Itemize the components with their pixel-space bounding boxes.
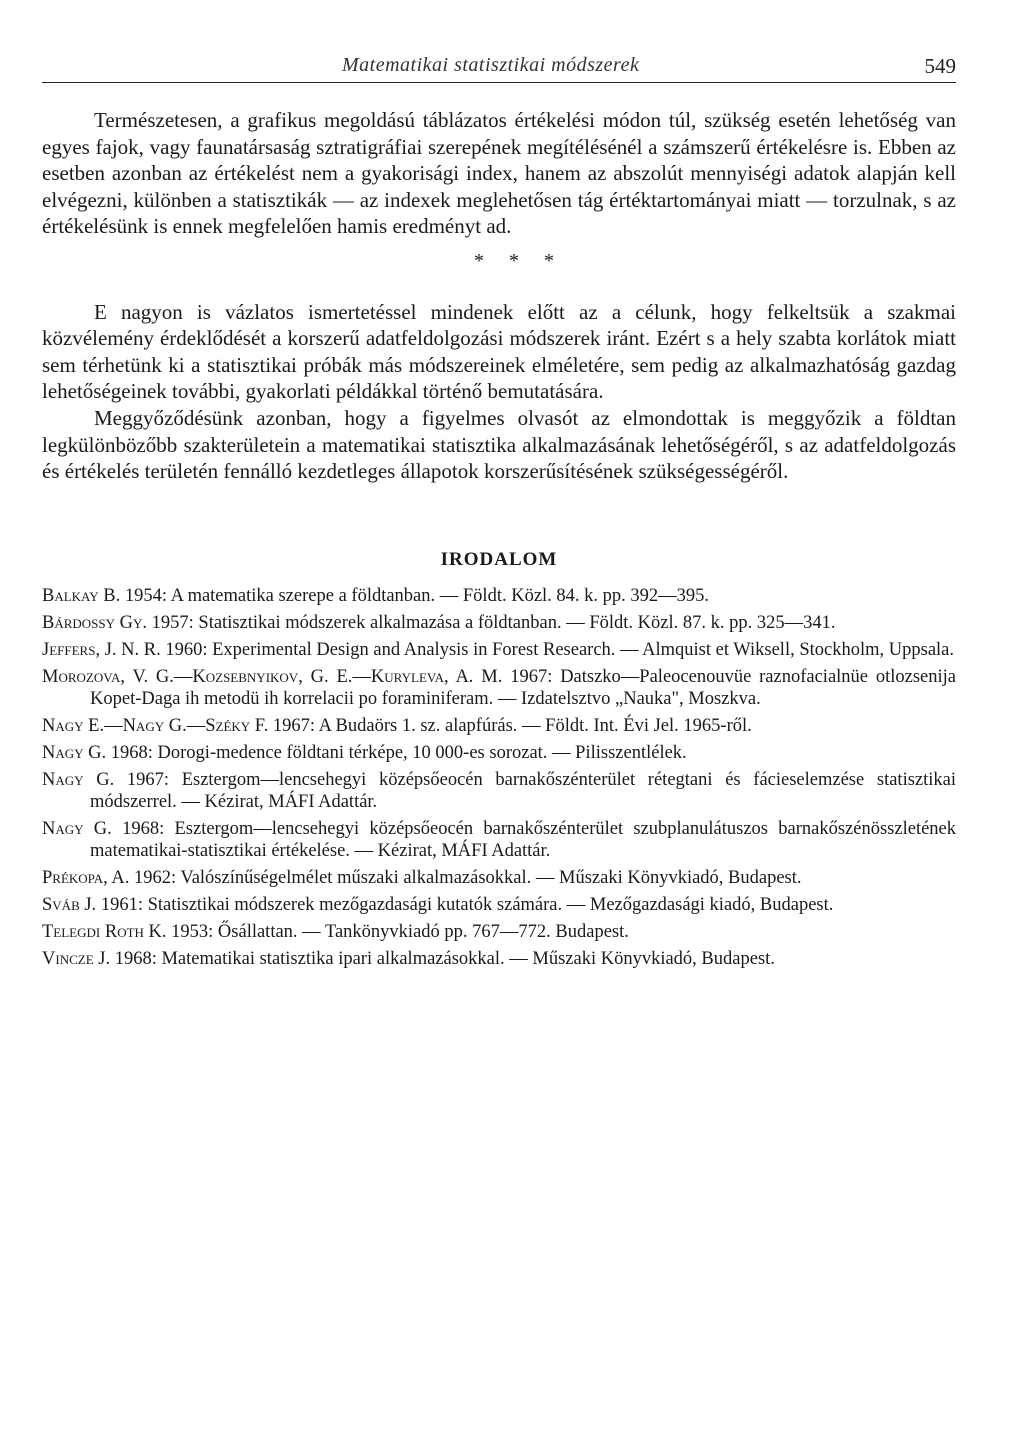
- reference-text: 1957: Statisztikai módszerek alkalmazása a földtanban. — Földt. Közl. 87. k. pp. 325—341.: [147, 612, 836, 633]
- reference-text: 1968: Dorogi-medence földtani térképe, 10 000-es sorozat. — Pilisszentlélek.: [106, 742, 687, 763]
- reference-author: Balkay B.: [42, 585, 121, 606]
- page-number: 549: [924, 54, 956, 78]
- reference-text: 1967: A Budaörs 1. sz. alapfúrás. — Földt. Int. Évi Jel. 1965-ről.: [268, 715, 752, 736]
- reference-text: 1967: Datszko—Paleocenouvüe raznofacialnüe otlozsenija Kopet-Daga ih metodü ih korrelacii po foraminiferam. — Izdatelsztvo „Nauka", Moszkva.: [90, 666, 956, 709]
- paragraph-1: Természetesen, a grafikus megoldású táblázatos értékelési módon túl, szükség esetén lehetőség van egyes fajok, vagy faunatársaság sztratigráfiai szerepének megítélésénél a számszerű értékelésre is. Ebben az esetben azonban az értékelést nem a gyakorisági index, hanem az abszolút mennyiségi adatok alapján kell elvégezni, különben a statisztikák — az indexek meglehetősen tág értéktartományai miatt — torzulnak, s az értékelésünk is ennek megfelelően hamis eredményt ad.: [42, 108, 956, 239]
- reference-text: 1968: Matematikai statisztika ipari alkalmazásokkal. — Műszaki Könyvkiadó, Budapest.: [110, 948, 775, 969]
- reference-text: 1954: A matematika szerepe a földtanban. — Földt. Közl. 84. k. pp. 392—395.: [120, 585, 710, 606]
- reference-author: Nagy G.: [42, 769, 115, 790]
- reference-author: Vincze J.: [42, 948, 111, 969]
- reference-item: [42, 585, 956, 607]
- reference-text: 1967: Esztergom—lencsehegyi középsőeocén barnakőszénterület rétegtani és fácieselemzése statisztikai módszerrel. — Kézirat, MÁFI Adattár.: [90, 769, 957, 812]
- reference-author: Sváb J.: [42, 894, 97, 915]
- reference-text: 1960: Experimental Design and Analysis in Forest Research. — Almquist et Wiksell, Stockholm, Uppsala.: [160, 639, 955, 660]
- reference-author: Prékopa, A.: [42, 867, 130, 888]
- reference-item: [42, 639, 956, 661]
- reference-item: [42, 867, 956, 889]
- running-head: [42, 44, 956, 83]
- reference-text: 1962: Valószínűségelmélet műszaki alkalmazásokkal. — Műszaki Könyvkiadó, Budapest.: [129, 867, 802, 888]
- reference-author: Nagy G.: [42, 742, 107, 763]
- paragraph-2: E nagyon is vázlatos ismertetéssel mindenek előtt az a célunk, hogy felkeltsük a szakmai közvélemény érdeklődését a korszerű adatfeldolgozási módszerek iránt. Ezért s a hely szabta korlátok miatt sem térhetünk ki a statisztikai próbák más módszereinek elméletére, sem pedig az alkalmazhatóság gazdag lehetőségeinek további, gyakorlati példákkal történő bemutatására.: [42, 299, 956, 404]
- reference-author: Bárdossy Gy.: [42, 612, 148, 633]
- reference-item: [42, 742, 956, 764]
- reference-item: [42, 715, 956, 737]
- reference-item: [42, 666, 956, 710]
- reference-text: 1961: Statisztikai módszerek mezőgazdasági kutatók számára. — Mezőgazdasági kiadó, Budapest.: [96, 894, 834, 915]
- reference-author: Jeffers, J. N. R.: [42, 639, 161, 660]
- references-heading: IRODALOM: [440, 548, 558, 570]
- reference-item: [42, 818, 956, 862]
- reference-text: 1953: Ősállattan. — Tankönyvkiadó pp. 767—772. Budapest.: [166, 921, 629, 942]
- reference-author: Nagy G.: [42, 818, 112, 839]
- section-separator: * * *: [474, 249, 564, 272]
- reference-item: [42, 921, 956, 943]
- running-title: Matematikai statisztikai módszerek: [342, 54, 640, 76]
- reference-item: [42, 612, 956, 634]
- paragraph-3: Meggyőződésünk azonban, hogy a figyelmes olvasót az elmondottak is meggyőzik a földtan legkülönbözőbb szakterületein a matematikai statisztika alkalmazásának lehetőségéről, s az adatfeldolgozás és értékelés területén fennálló kezdetleges állapotok korszerűsítésének szükségességéről.: [42, 405, 956, 484]
- reference-list: [42, 585, 956, 970]
- reference-author: Telegdi Roth K.: [42, 921, 167, 942]
- body-text: [42, 107, 956, 485]
- reference-text: 1968: Esztergom—lencsehegyi középsőeocén barnakőszénterület szubplanulátuszos barnakőszénösszletének matematikai-statisztikai értékelése. — Kézirat, MÁFI Adattár.: [90, 818, 957, 861]
- reference-author: Morozova, V. G.—Kozsebnyikov, G. E.—Kuryleva, A. M.: [42, 666, 503, 687]
- reference-item: [42, 894, 956, 916]
- reference-item: [42, 948, 956, 970]
- page: [42, 44, 956, 975]
- reference-author: Nagy E.—Nagy G.—Széky F.: [42, 715, 269, 736]
- reference-item: [42, 769, 956, 813]
